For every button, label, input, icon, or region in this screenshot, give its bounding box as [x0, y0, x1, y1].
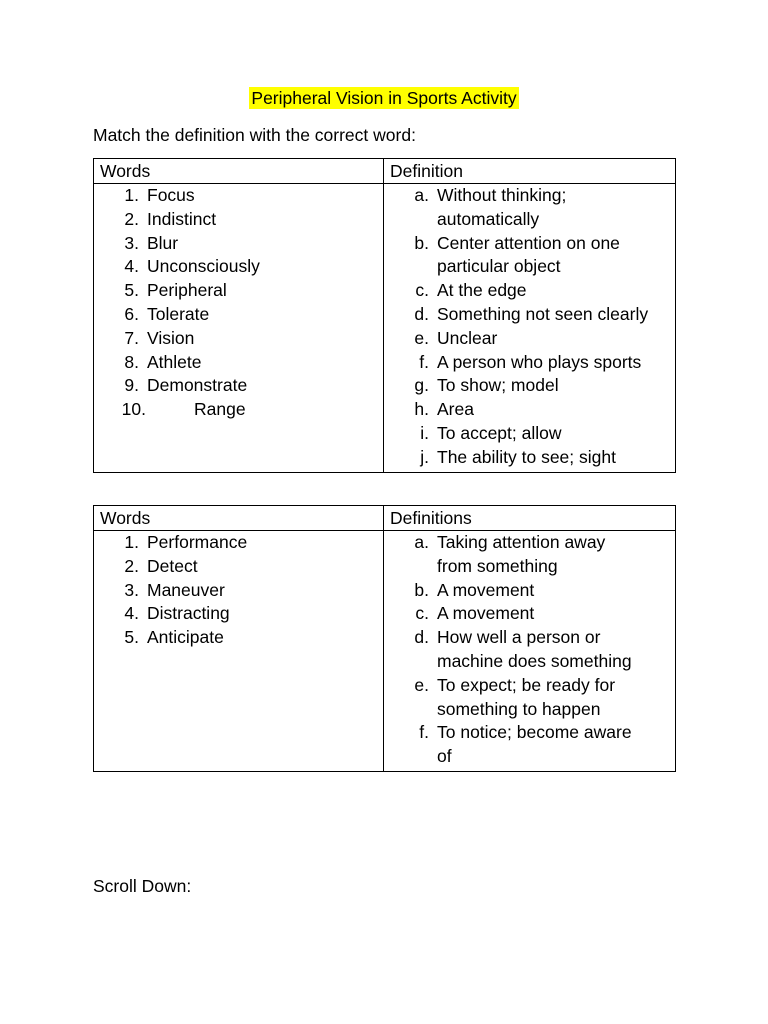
list-marker: 4.	[124, 603, 139, 624]
list-item-text: Tolerate	[147, 303, 210, 324]
list-item-text: Something not seen clearly	[437, 303, 649, 324]
word-item	[94, 531, 383, 555]
list-marker: a.	[414, 185, 429, 205]
word-item	[94, 232, 383, 256]
list-marker: c.	[415, 280, 429, 301]
list-item-text: To expect; be ready for	[437, 674, 616, 695]
list-item-text-continued: particular object	[437, 256, 561, 277]
list-marker: f.	[419, 722, 429, 743]
list-item-text: Without thinking;	[437, 185, 567, 205]
list-marker: h.	[414, 399, 429, 420]
list-item-text: Area	[437, 399, 474, 420]
instructions-text: Match the definition with the correct word:	[93, 125, 416, 145]
matching-table-1	[93, 158, 676, 473]
list-marker: f.	[419, 351, 429, 372]
list-item-text: Detect	[147, 555, 198, 576]
definitions-list	[384, 184, 675, 472]
list-item-text: Maneuver	[147, 579, 225, 600]
list-marker: 8.	[124, 351, 139, 372]
words-list	[94, 531, 383, 652]
list-marker: 7.	[124, 327, 139, 348]
definition-item	[384, 602, 675, 626]
list-marker: 10.	[121, 399, 146, 420]
list-marker: b.	[414, 232, 429, 253]
word-item	[94, 602, 383, 626]
list-item-text: To notice; become aware	[437, 722, 632, 743]
definition-item	[384, 422, 675, 446]
list-item-text: How well a person or	[437, 627, 601, 648]
list-marker: j.	[420, 446, 429, 467]
list-item-text: Blur	[147, 232, 179, 253]
word-item	[94, 374, 383, 398]
list-item-text-continued: machine does something	[437, 650, 632, 671]
list-marker: g.	[414, 375, 429, 396]
list-item-text: Range	[194, 399, 246, 420]
definition-header: Definition	[384, 159, 676, 184]
list-item-text: Peripheral	[147, 280, 227, 301]
word-item	[94, 184, 383, 208]
definition-item	[384, 184, 675, 232]
list-marker: 1.	[124, 532, 139, 552]
list-item-text: Athlete	[147, 351, 202, 372]
words-cell	[94, 531, 384, 772]
definition-item	[384, 674, 675, 722]
list-item-text: Distracting	[147, 603, 230, 624]
word-item	[94, 398, 383, 422]
list-marker: e.	[414, 674, 429, 695]
list-item-text: Taking attention away	[437, 532, 606, 552]
table-body-row	[94, 184, 676, 473]
words-list	[94, 184, 383, 424]
list-item-text: At the edge	[437, 280, 527, 301]
list-item-text: Performance	[147, 532, 248, 552]
definition-item	[384, 531, 675, 579]
list-item-text-continued: something to happen	[437, 698, 601, 719]
list-item-text: Unconsciously	[147, 256, 260, 277]
page-title: Peripheral Vision in Sports Activity	[251, 88, 517, 108]
list-item-text: Vision	[147, 327, 195, 348]
definition-item	[384, 398, 675, 422]
definition-item	[384, 327, 675, 351]
list-marker: 4.	[124, 256, 139, 277]
list-item-text: To show; model	[437, 375, 559, 396]
definition-item	[384, 351, 675, 375]
list-marker: i.	[420, 422, 429, 443]
word-item	[94, 351, 383, 375]
matching-table-2	[93, 505, 676, 772]
list-item-text: Demonstrate	[147, 375, 248, 396]
list-item-text-continued: from something	[437, 555, 558, 576]
title-container	[0, 87, 768, 109]
list-marker: 1.	[124, 185, 139, 205]
word-item	[94, 579, 383, 603]
table-body-row	[94, 531, 676, 772]
table-header-row	[94, 506, 676, 531]
definitions-cell	[384, 531, 676, 772]
list-item-text: Focus	[147, 185, 195, 205]
list-item-text: To accept; allow	[437, 422, 562, 443]
list-marker: 6.	[124, 303, 139, 324]
list-item-text-continued: of	[437, 746, 452, 767]
list-item-text: Center attention on one	[437, 232, 620, 253]
list-item-text: A movement	[437, 603, 535, 624]
definition-item	[384, 446, 675, 470]
word-item	[94, 208, 383, 232]
words-header: Words	[94, 506, 384, 531]
list-marker: 2.	[124, 555, 139, 576]
definition-item	[384, 626, 675, 674]
list-marker: 3.	[124, 579, 139, 600]
list-marker: 5.	[124, 627, 139, 648]
list-item-text: Unclear	[437, 327, 498, 348]
definitions-list	[384, 531, 675, 771]
definition-item	[384, 279, 675, 303]
scroll-down-text: Scroll Down:	[93, 876, 192, 896]
list-item-text: A person who plays sports	[437, 351, 642, 372]
list-item-text: Anticipate	[147, 627, 224, 648]
word-item	[94, 255, 383, 279]
list-marker: d.	[414, 303, 429, 324]
list-item-text-continued: automatically	[437, 208, 540, 229]
word-item	[94, 555, 383, 579]
list-item-text: A movement	[437, 579, 535, 600]
definition-item	[384, 579, 675, 603]
list-marker: d.	[414, 627, 429, 648]
definition-item	[384, 374, 675, 398]
list-marker: 5.	[124, 280, 139, 301]
list-marker: e.	[414, 327, 429, 348]
list-item-text: The ability to see; sight	[437, 446, 616, 467]
definitions-header: Definitions	[384, 506, 676, 531]
definitions-cell	[384, 184, 676, 473]
words-header: Words	[94, 159, 384, 184]
list-marker: 9.	[124, 375, 139, 396]
word-item	[94, 626, 383, 650]
words-cell	[94, 184, 384, 473]
definition-item	[384, 303, 675, 327]
list-item-text: Indistinct	[147, 208, 217, 229]
word-item	[94, 303, 383, 327]
list-marker: 2.	[124, 208, 139, 229]
list-marker: b.	[414, 579, 429, 600]
definition-item	[384, 232, 675, 280]
table-header-row	[94, 159, 676, 184]
list-marker: a.	[414, 532, 429, 552]
list-marker: c.	[415, 603, 429, 624]
word-item	[94, 279, 383, 303]
word-item	[94, 327, 383, 351]
list-marker: 3.	[124, 232, 139, 253]
definition-item	[384, 721, 675, 769]
